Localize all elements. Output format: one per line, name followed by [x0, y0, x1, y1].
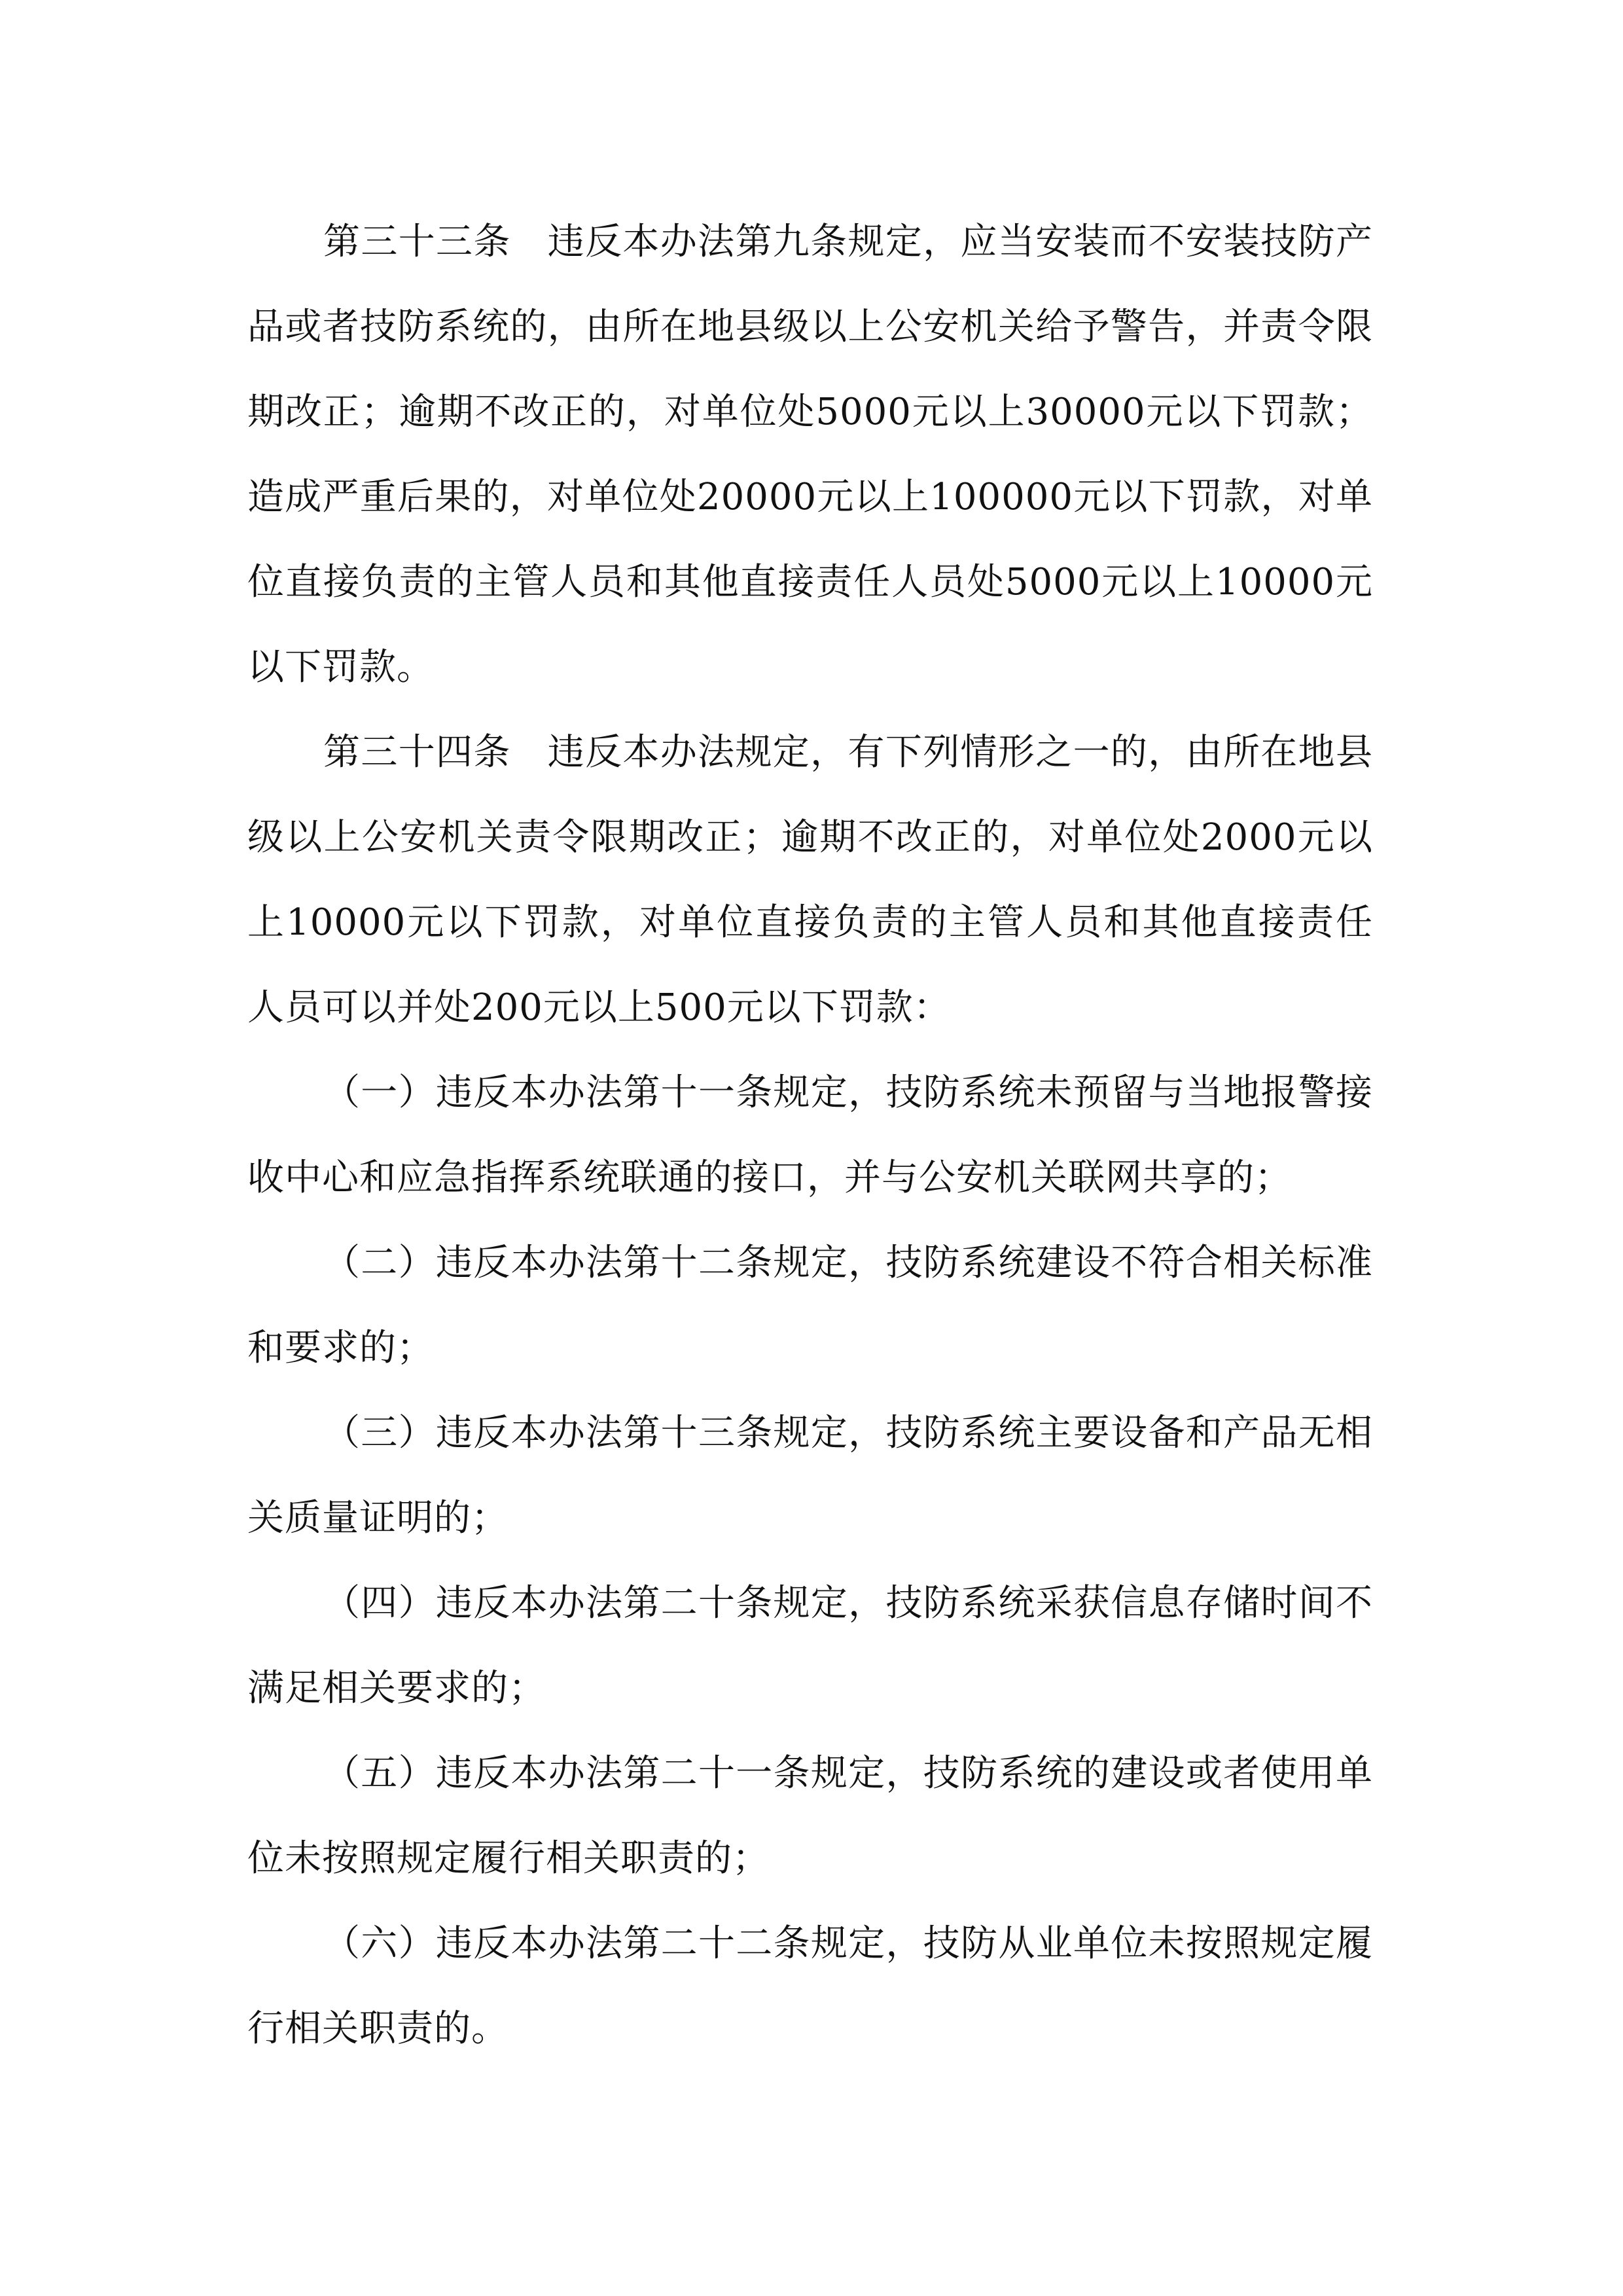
- article-34-text: 违反本办法规定，有下列情形之一的，由所在地县级以上公安机关责令限期改正；逾期不改正的，对单位处2000元以上10000元以下罚款，对单位直接负责的主管人员和其他直接责任人员可以并处200元以上500元以下罚款：: [247, 731, 1374, 1029]
- document-body: [247, 200, 1373, 2072]
- article-33-heading: 第三十三条: [323, 221, 511, 263]
- article-34-item-6: （六）违反本办法第二十二条规定，技防从业单位未按照规定履行相关职责的。: [247, 1922, 1373, 2050]
- article-34-item-4: （四）违反本办法第二十条规定，技防系统采获信息存储时间不满足相关要求的；: [247, 1582, 1373, 1710]
- article-34-item-2: （二）违反本办法第十二条规定，技防系统建设不符合相关标准和要求的；: [247, 1242, 1373, 1369]
- article-33: [247, 200, 1373, 710]
- article-34-item-5: （五）违反本办法第二十一条规定，技防系统的建设或者使用单位未按照规定履行相关职责的；: [247, 1752, 1373, 1880]
- article-34: [247, 710, 1373, 1050]
- article-34-heading: 第三十四条: [323, 731, 511, 774]
- article-34-item-3: （三）违反本办法第十三条规定，技防系统主要设备和产品无相关质量证明的；: [247, 1412, 1373, 1539]
- article-33-text: 违反本办法第九条规定，应当安装而不安装技防产品或者技防系统的，由所在地县级以上公安机关给予警告，并责令限期改正；逾期不改正的，对单位处5000元以上30000元以下罚款；造成严重后果的，对单位处20000元以上100000元以下罚款，对单位直接负责的主管人员和其他直接责任人员处5000元以上10000元以下罚款。: [247, 221, 1374, 689]
- article-34-item-1: （一）违反本办法第十一条规定，技防系统未预留与当地报警接收中心和应急指挥系统联通的接口，并与公安机关联网共享的；: [247, 1071, 1373, 1199]
